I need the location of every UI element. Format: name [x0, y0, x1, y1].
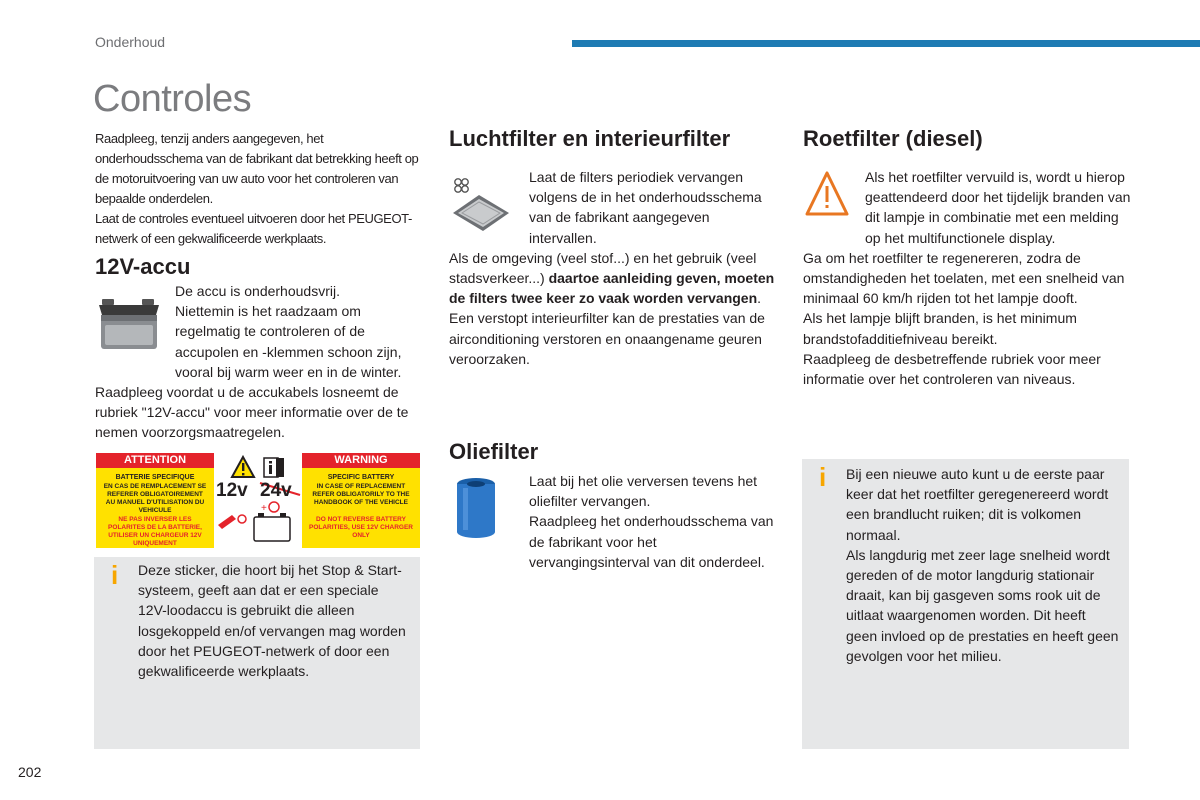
roetfilter-text-1: Als het roetfilter vervuild is, wordt u hierop geattendeerd door het tijdelijk branden van dit lampje in combinatie met een melding op het multifunctionele display.: [865, 169, 1131, 246]
oliefilter-text-2: Raadpleeg het onderhoudsschema van de fabrikant voor het vervangingsinterval van dit onderdeel.: [529, 513, 774, 570]
accu-info-text: Deze sticker, die hoort bij het Stop & Start-systeem, geeft aan dat er een speciale 12V-loodaccu is gebruikt die alleen losgekoppeld en/of vervangen mag worden door het PEUGEOT-netwerk of door een gekwalificeerde werkplaats.: [138, 562, 406, 680]
sticker-fr-bottom-text: NE PAS INVERSER LES POLARITES DE LA BATTERIE, UTILISER UN CHARGEUR 12V UNIQUEMENT: [108, 516, 202, 547]
sticker-fr-top-text: EN CAS DE REMPLACEMENT SE REFERER OBLIGATOIREMENT AU MANUEL D'UTILISATION DU VEHICULE: [103, 483, 207, 514]
roetfilter-text-4: Raadpleeg de desbetreffende rubriek voor meer informatie over het controleren van niveaus.: [803, 350, 1101, 388]
accu-info-box: [94, 557, 420, 749]
roetfilter-body: [803, 167, 1133, 389]
roetfilter-info-box: [802, 459, 1129, 749]
battery-warning-sticker: [96, 453, 420, 548]
luchtfilter-text-1: Laat de filters periodiek vervangen volgens de in het onderhoudsschema van de fabrikant aangegeven intervallen.: [529, 169, 762, 246]
intro-text: [95, 129, 425, 249]
accu-text-1: De accu is onderhoudsvrij.: [175, 283, 340, 299]
luchtfilter-text-2b: daartoe aanleiding geven, moeten de filters twee keer zo vaak worden vervangen: [449, 270, 775, 307]
roetfilter-text-2: Ga om het roetfilter te regenereren, zodra de omstandigheden het toelaten, met een snelheid van minimaal 60 km/h rijden tot het lampje dooft.: [803, 249, 1125, 307]
accu-heading: 12V-accu: [95, 254, 191, 279]
luchtfilter-text-2: [449, 248, 775, 309]
sticker-warning: WARNING: [302, 453, 420, 468]
sticker-12v: 12v: [216, 480, 248, 501]
sticker-attention: ATTENTION: [96, 453, 214, 468]
luchtfilter-text-3: Een verstopt interieurfilter kan de prestaties van de airconditioning verstoren en onaangename geuren veroorzaken.: [449, 310, 765, 367]
luchtfilter-text-2a: Als de omgeving (veel stof...) en het gebruik (veel stadsverkeer...): [449, 249, 757, 287]
sticker-24v: 24v: [260, 480, 292, 501]
luchtfilter-heading: Luchtfilter en interieurfilter: [449, 126, 731, 151]
oliefilter-body: [529, 471, 775, 572]
roetfilter-heading: Roetfilter (diesel): [803, 126, 983, 151]
page-number: 202: [18, 764, 42, 780]
luchtfilter-text-2c: .: [757, 290, 762, 307]
accu-body: [95, 281, 421, 443]
intro-paragraph-2: Laat de controles eventueel uitvoeren door het PEUGEOT-netwerk of een gekwalificeerde werkplaats.: [95, 211, 412, 246]
roetfilter-info-text: [846, 464, 1120, 666]
oil-filter-icon: [453, 476, 499, 540]
roetfilter-info-1: Bij een nieuwe auto kunt u de eerste paar keer dat het roetfilter geregenereerd wordt een brandlucht ruiken; dit is volkomen normaal.: [846, 466, 1109, 543]
roetfilter-text-3: Als het lampje blijft branden, is het minimum brandstofadditiefniveau bereikt.: [803, 310, 1077, 347]
page-title: Controles: [93, 78, 252, 120]
intro-paragraph-1: Raadpleeg, tenzij anders aangegeven, het onderhoudsschema van de fabrikant dat betrekking heeft op de motoruitvoering van uw auto voor het controleren van bepaalde onderdelen.: [95, 131, 419, 206]
accu-text-2: Niettemin is het raadzaam om regelmatig te controleren of de accupolen en -klemmen schoon zijn, vooral bij warm weer en in de winter.: [175, 303, 402, 380]
luchtfilter-body: [449, 167, 775, 369]
sticker-en-bottom-text: DO NOT REVERSE BATTERY POLARITIES, USE 12V CHARGER ONLY: [308, 516, 414, 539]
oliefilter-text-1: Laat bij het olie verversen tevens het oliefilter vervangen.: [529, 473, 758, 510]
roetfilter-info-2: Als langdurig met zeer lage snelheid wordt gereden of de motor langdurig stationair draait, kan bij gasgeven soms rook uit de uitlaat waargenomen worden. Dit heeft geen invloed op de prestaties en heeft geen gevolgen voor het milieu.: [846, 546, 1119, 664]
oliefilter-heading: Oliefilter: [449, 439, 539, 464]
info-icon: i: [111, 560, 119, 590]
header-rule: [572, 40, 1200, 47]
sticker-en-top-text: IN CASE OF REPLACEMENT REFER OBLIGATORILY TO THE HANDBOOK OF THE VEHICLE: [312, 483, 410, 506]
sticker-fr-top-title: BATTERIE SPECIFIQUE: [115, 474, 195, 481]
section-label: Onderhoud: [95, 34, 166, 50]
svg-text:+: +: [261, 503, 267, 514]
sticker-center-panel: [214, 453, 302, 548]
sticker-en-top-title: SPECIFIC BATTERY: [327, 474, 395, 481]
accu-text-3: Raadpleeg voordat u de accukabels losneemt de rubriek "12V-accu" voor meer informatie over de te nemen voorzorgsmaatregelen.: [95, 384, 409, 441]
info-icon: i: [819, 462, 827, 492]
